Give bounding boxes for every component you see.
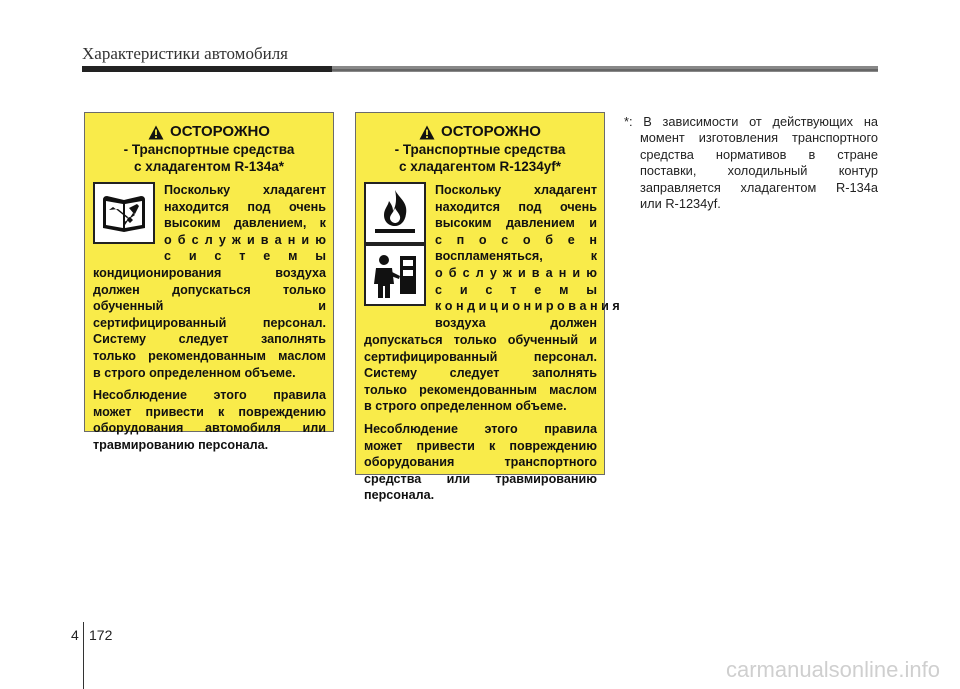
- text-line: в строго определенном объеме.: [93, 365, 296, 380]
- watermark: carmanualsonline.info: [725, 657, 940, 682]
- text-line: о б с л у ж и в а н и ю: [164, 232, 326, 247]
- text-line: Поскольку хладагент: [435, 183, 597, 197]
- caution-text-right: [435, 182, 620, 331]
- text-line: кондиционирования воздуха: [93, 266, 326, 280]
- text-line: Систему следует заполнять: [93, 332, 326, 347]
- caution-title: ОСТОРОЖНО: [170, 123, 270, 140]
- page-header-title: Характеристики автомобиля: [82, 44, 288, 63]
- footnote-line: *: В зависимости от действующих на: [624, 114, 878, 129]
- footnote: [624, 114, 878, 212]
- caution-header: [85, 123, 333, 175]
- caution-text-right: [164, 182, 326, 265]
- caution-subtitle-2: с хладагентом R-1234yf*: [399, 159, 561, 174]
- text-line: высоким давлением и: [435, 216, 597, 231]
- flammable-fire-icon: [364, 182, 426, 244]
- text-line: находится под очень: [435, 199, 597, 214]
- footnote-line: момент изготовления транспортного: [640, 130, 878, 146]
- text-line: Несоблюдение этого правила: [93, 388, 326, 403]
- text-line: персонала.: [364, 488, 435, 503]
- text-line: допускаться только обученный и: [364, 333, 597, 347]
- footnote-line: или R-1234yf.: [640, 196, 721, 212]
- footer-divider: [83, 622, 84, 689]
- text-line: с и с т е м ы: [435, 282, 597, 297]
- caution-text-body: [364, 332, 597, 504]
- caution-box-r1234yf: [355, 112, 620, 503]
- text-line: с и с т е м ы: [164, 249, 326, 264]
- caution-subtitle-2: с хладагентом R-134a*: [134, 159, 284, 174]
- text-line: воздуха должен: [435, 315, 597, 330]
- warning-triangle-icon: [148, 125, 164, 140]
- text-line: о б с л у ж и в а н и ю: [435, 265, 597, 280]
- caution-box-r134a: [84, 112, 334, 452]
- text-line: находится под очень: [164, 199, 326, 214]
- text-line: Систему следует заполнять: [364, 366, 597, 381]
- text-line: может привести к повреждению: [93, 404, 326, 419]
- caution-subtitle-1: - Транспортные средства: [394, 142, 566, 157]
- text-line: только рекомендованным маслом: [93, 348, 326, 363]
- caution-header: [356, 123, 604, 175]
- text-line: обученный и: [93, 299, 326, 314]
- technician-icon: [364, 244, 426, 306]
- warning-triangle-icon: [419, 125, 435, 140]
- caution-title: ОСТОРОЖНО: [441, 123, 541, 140]
- text-line: может привести к повреждению: [364, 438, 597, 453]
- footnote-line: поставки, холодильный контур: [640, 163, 878, 179]
- text-line: травмированию персонала.: [93, 437, 269, 452]
- text-line: только рекомендованным маслом: [364, 382, 597, 397]
- chapter-number: 4: [71, 627, 79, 643]
- caution-subtitle-1: - Транспортные средства: [123, 142, 295, 157]
- text-line: в строго определенном объеме.: [364, 399, 567, 414]
- caution-text-body: [93, 265, 326, 454]
- text-line: оборудования автомобиля или: [93, 421, 326, 436]
- text-line: оборудования транспортного: [364, 455, 597, 470]
- text-line: должен допускаться только: [93, 282, 326, 297]
- text-line: Несоблюдение этого правила: [364, 421, 597, 436]
- text-line: Поскольку хладагент: [164, 183, 326, 197]
- footnote-line: заправляется хладагентом R-134a: [640, 179, 878, 195]
- text-line: сертифицированный персонал.: [93, 315, 326, 330]
- text-line: средства или травмированию: [364, 471, 597, 486]
- text-line: с п о с о б е н: [435, 232, 597, 247]
- text-line: воспламеняться, к: [435, 249, 597, 264]
- page-number: 172: [89, 627, 113, 643]
- header-rule: [82, 66, 878, 72]
- service-manual-icon: [93, 182, 155, 244]
- text-line: сертифицированный персонал.: [364, 349, 597, 364]
- text-line: высоким давлением, к: [164, 216, 326, 231]
- text-line: к о н д и ц и о н и р о в а н и я: [435, 299, 620, 314]
- footnote-line: средства нормативов в стране: [640, 146, 878, 162]
